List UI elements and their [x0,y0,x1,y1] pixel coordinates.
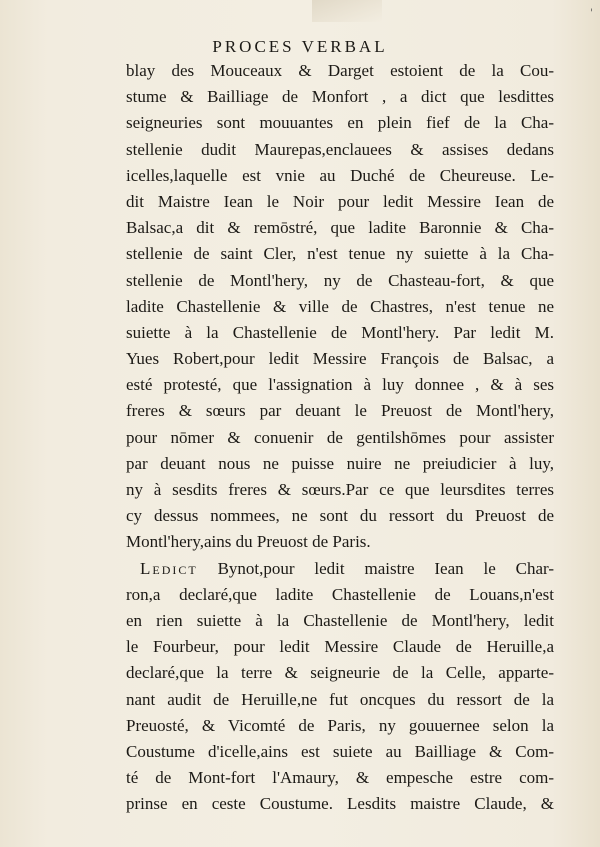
text-line: en rien suiette à la Chastellenie de Montl'hery, ledit [126,610,554,630]
text-line: dit Maistre Iean le Noir pour ledit Messire Iean de [126,191,554,211]
text-line: icelles,laquelle est vnie au Duché de Cheureuse. Le- [126,165,554,185]
text-line: le Fourbeur, pour ledit Messire Claude de Heruille,a [126,637,554,657]
text-line: blay des Mouceaux & Darget estoient de la Cou- [126,61,554,80]
text-line: stellenie de Montl'hery, ny de Chasteau-fort, & que [126,270,554,290]
text-line: stume & Bailliage de Monfort , a dict que lesdittes [126,87,554,107]
text-line: cy dessus nommees, ne sont du ressort du Preuost de [126,506,554,526]
text-line: Balsac,a dit & remōstré, que ladite Baronnie & Cha- [126,218,554,238]
text-line: seigneuries sont mouuantes en plein fief de la Cha- [126,113,554,133]
text-line: stellenie de saint Cler, n'est tenue ny suiette à la Cha- [126,244,554,264]
text-line: ny à sesdits freres & sœurs.Par ce que leursdites terres [126,480,554,499]
text-line: Yues Robert,pour ledit Messire François de Balsac, a [126,349,554,369]
text-line-rest: Bynot,pour ledit maistre Iean le Char- [197,558,554,578]
text-line: declaré,que la terre & seigneurie de la Celle, apparte- [126,663,554,683]
text-line: Coustume d'icelle,ains est suiete au Bailliage & Com- [126,741,554,761]
text-line: nant audit de Heruille,ne fut oncques du ressort de la [126,689,554,709]
text-block [126,58,554,817]
text-line: ron,a declaré,que ladite Chastellenie de Louans,n'est [126,584,554,604]
text-line: freres & sœurs par deuant le Preuost de Montl'hery, [126,401,554,421]
text-line: pour nōmer & conuenir de gentilshōmes pour assister [126,427,554,447]
text-line: prinse en ceste Coustume. Lesdits maistre Claude, & [126,794,554,814]
text-line: stellenie dudit Maurepas,enclauees & assises dedans [126,139,554,159]
corner-mark: ' [590,8,593,19]
text-line: suiette à la Chastellenie de Montl'hery. Par ledit M. [126,322,554,342]
text-line: Montl'hery,ains du Preuost de Paris. [126,532,371,552]
page-fold-shadow [312,0,382,22]
text-line: par deuant nous ne puisse nuire ne preiudicier à luy, [126,453,554,473]
paragraph-first-line [126,556,554,582]
text-line: ladite Chastellenie & ville de Chastres, n'est tenue ne [126,296,554,316]
text-line: té de Mont-fort l'Amaury, & empesche estre com- [126,768,554,788]
text-line: Preuosté, & Vicomté de Paris, ny gouuernee selon la [126,715,554,735]
running-head: PROCES VERBAL [212,37,388,56]
paragraph-lead-word: Ledict [140,558,198,578]
text-line: esté protesté, que l'assignation à luy donnee , & à ses [126,375,554,395]
